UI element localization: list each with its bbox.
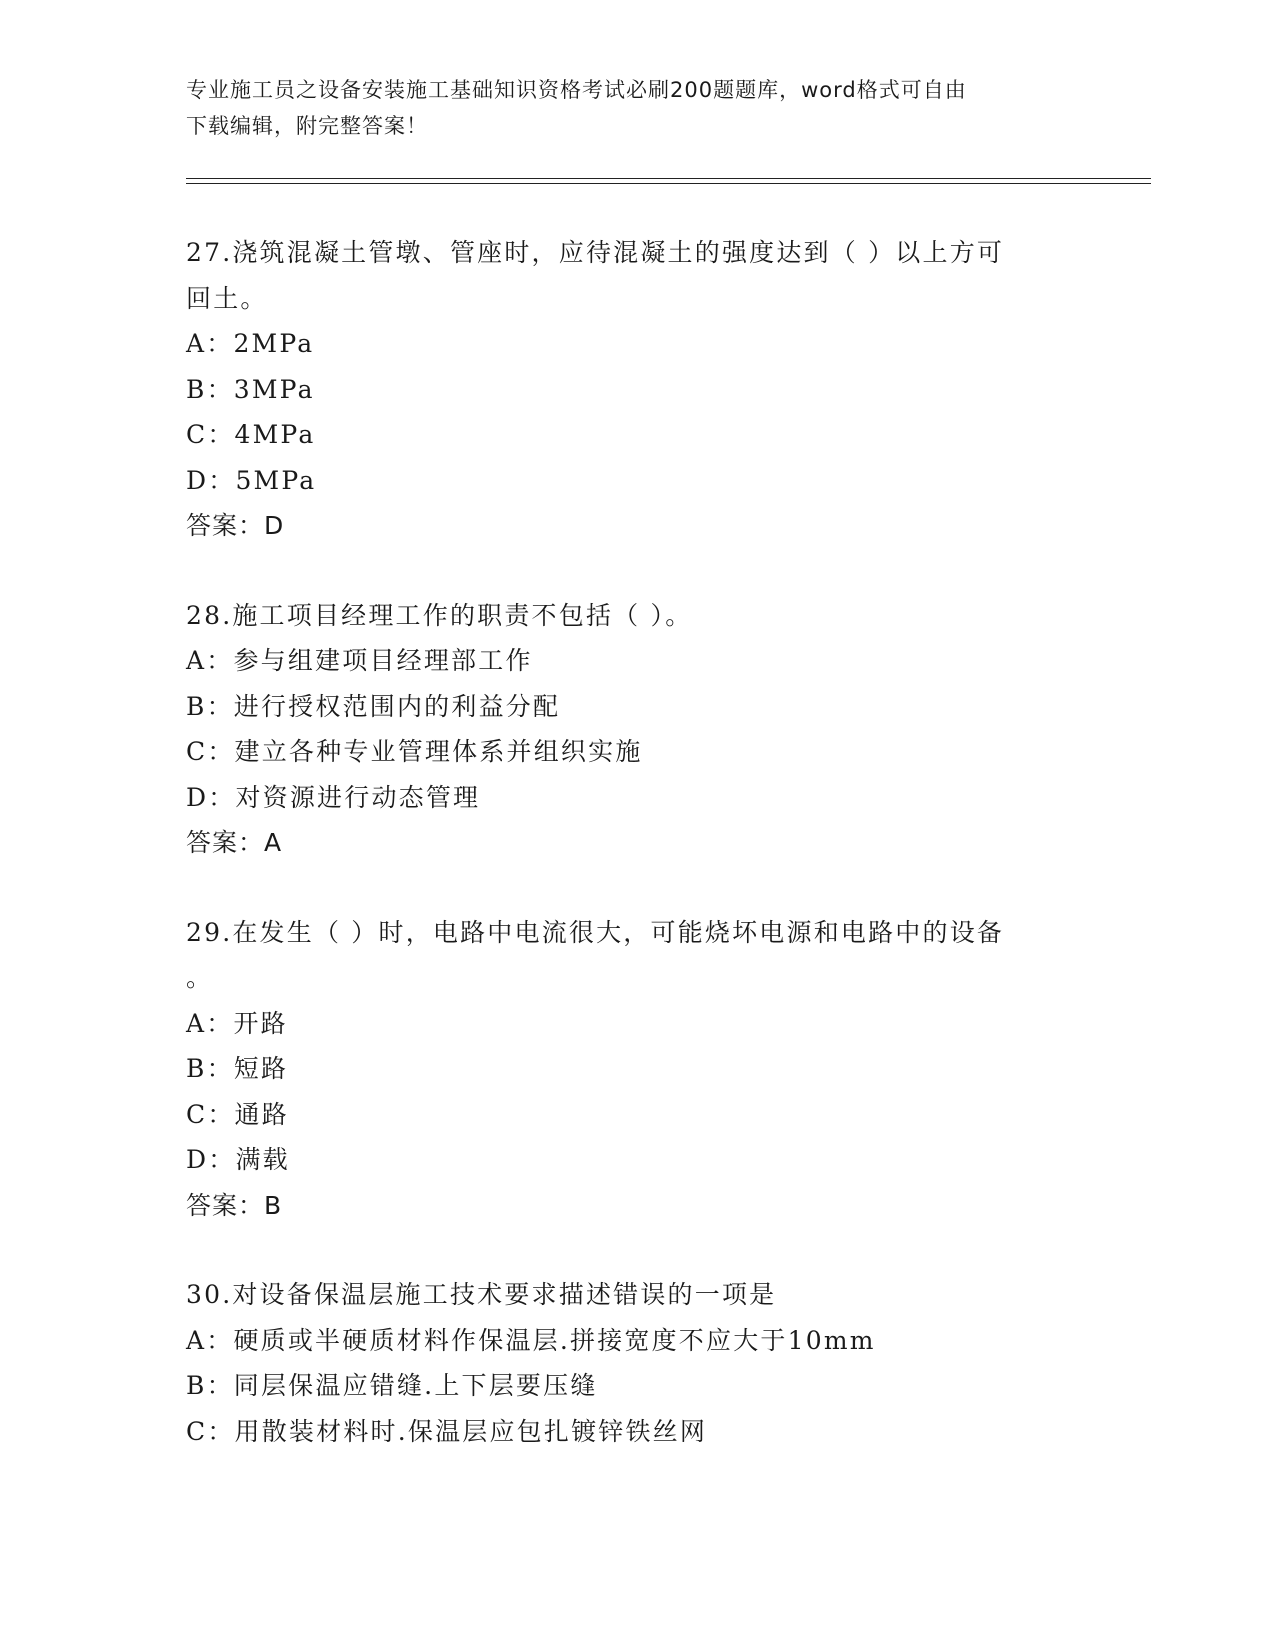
option-b: B：3MPa (186, 374, 315, 404)
option-c: C：通路 (186, 1099, 289, 1129)
question-stem-continued: 回土。 (186, 283, 268, 313)
question-30 (186, 1272, 1086, 1454)
question-stem: 28.施工项目经理工作的职责不包括（ ）。 (186, 600, 693, 630)
option-c: C：用散装材料时.保温层应包扎镀锌铁丝网 (186, 1416, 708, 1446)
option-c: C：4MPa (186, 420, 316, 449)
option-a: A：参与组建项目经理部工作 (186, 646, 533, 675)
question-stem: 27.浇筑混凝土管墩、管座时，应待混凝土的强度达到（ ）以上方可 (186, 238, 1005, 267)
question-stem-continued: 。 (186, 963, 214, 992)
answer-label: 答案：A (186, 828, 283, 857)
question-27 (186, 230, 1086, 549)
header-line-1: 专业施工员之设备安装施工基础知识资格考试必刷200题题库，word格式可自由 (186, 78, 967, 102)
question-list (186, 230, 1086, 1498)
option-d: D：5MPa (186, 465, 317, 495)
option-c: C：建立各种专业管理体系并组织实施 (186, 737, 643, 766)
document-header (186, 72, 1086, 144)
option-b: B：同层保温应错缝.上下层要压缝 (186, 1371, 598, 1400)
option-d: D：满载 (186, 1145, 290, 1174)
option-b: B：短路 (186, 1054, 289, 1083)
question-stem: 29.在发生（ ）时，电路中电流很大，可能烧坏电源和电路中的设备 (186, 917, 1005, 947)
answer-label: 答案：D (186, 511, 285, 540)
option-a: A：硬质或半硬质材料作保温层.拼接宽度不应大于10mm (186, 1325, 876, 1355)
option-b: B：进行授权范围内的利益分配 (186, 691, 561, 721)
option-d: D：对资源进行动态管理 (186, 782, 481, 812)
answer-label: 答案：B (186, 1190, 283, 1220)
header-divider-bottom (186, 183, 1151, 184)
question-29 (186, 910, 1086, 1229)
question-stem: 30.对设备保温层施工技术要求描述错误的一项是 (186, 1280, 777, 1309)
option-a: A：开路 (186, 1008, 288, 1038)
header-divider-top (186, 178, 1151, 179)
option-a: A：2MPa (186, 329, 315, 358)
header-line-2: 下载编辑，附完整答案！ (186, 114, 428, 138)
question-28 (186, 593, 1086, 866)
